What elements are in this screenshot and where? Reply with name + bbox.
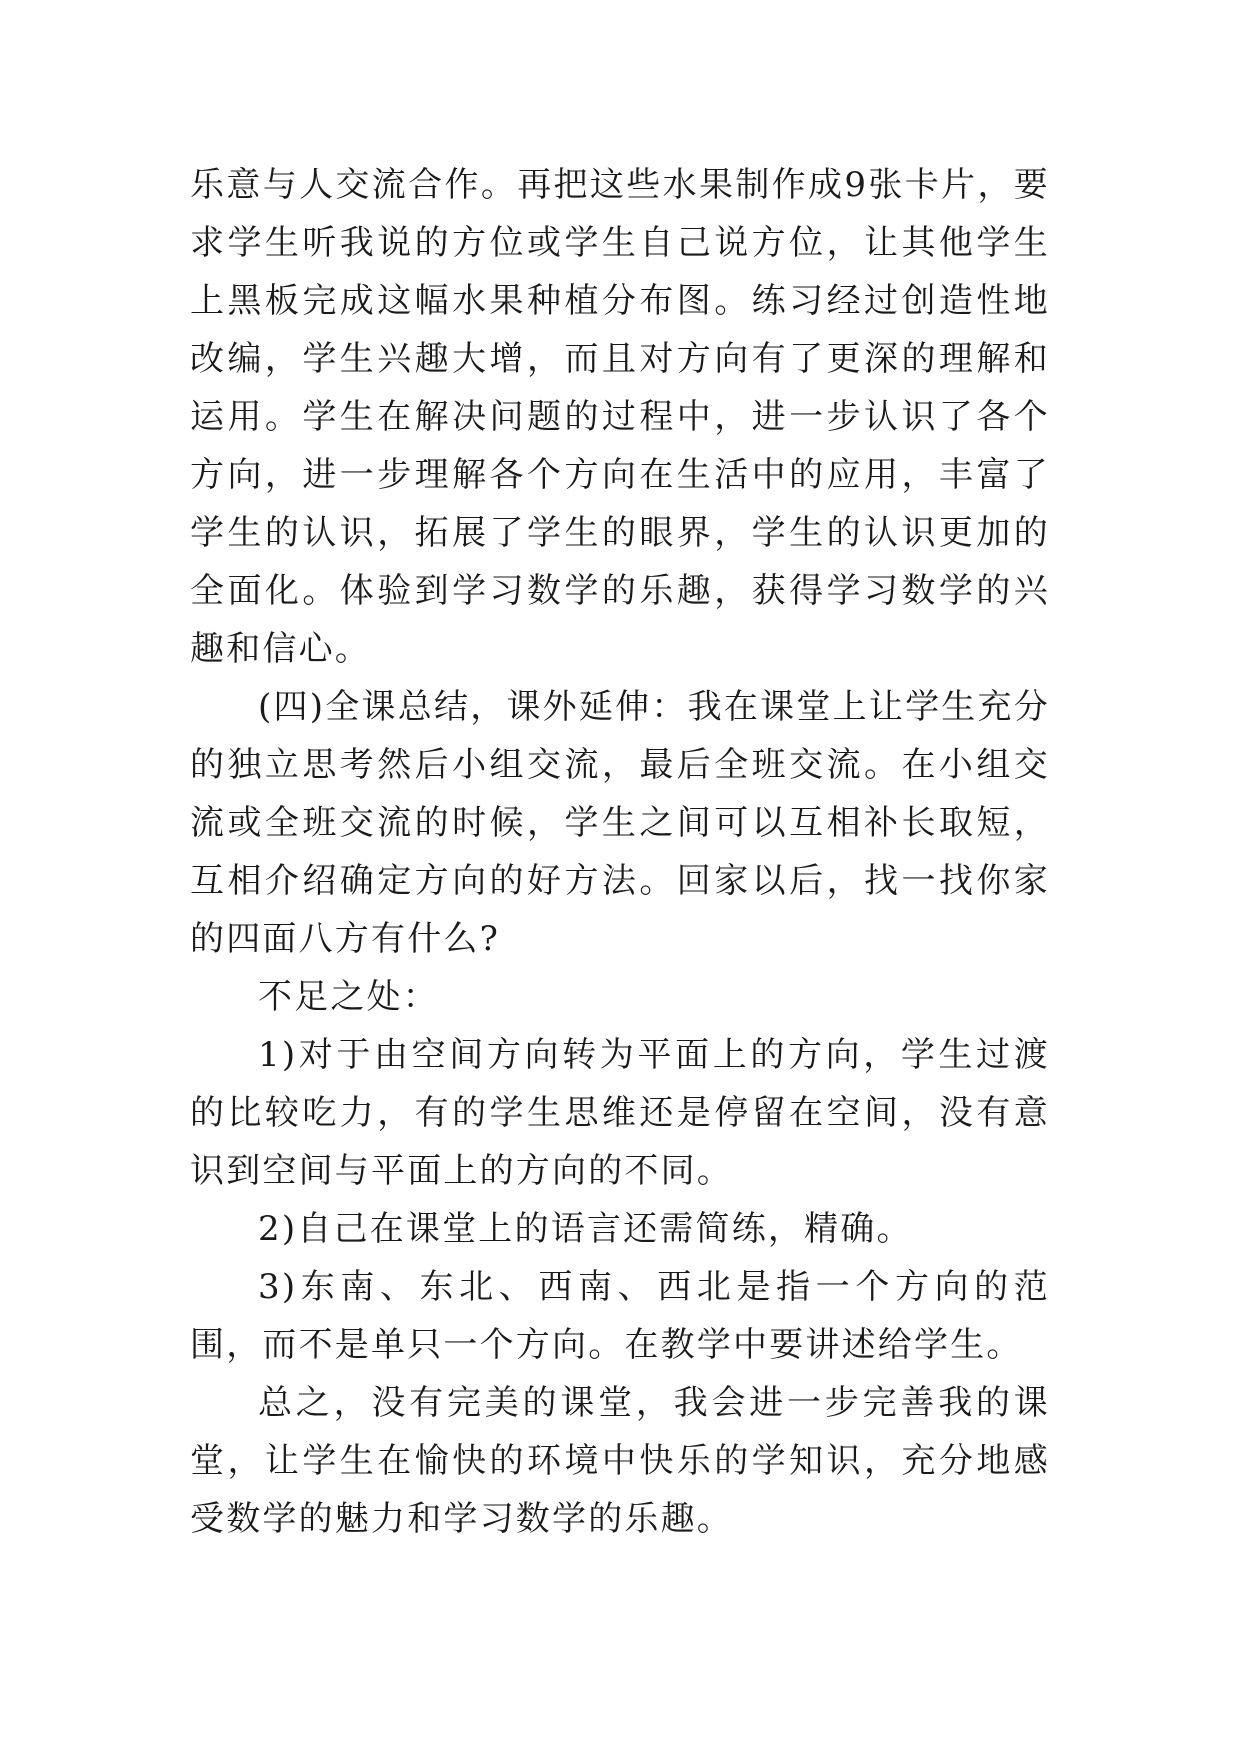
document-body [190, 156, 1050, 1548]
list-item-1: 1)对于由空间方向转为平面上的方向，学生过渡的比较吃力，有的学生思维还是停留在空间，没有意识到空间与平面上的方向的不同。 [190, 1035, 1050, 1191]
list-item-3: 3)东南、东北、西南、西北是指一个方向的范围，而不是单只一个方向。在教学中要讲述给学生。 [190, 1267, 1050, 1365]
section-heading-shortcomings: 不足之处： [258, 977, 439, 1017]
list-item-2: 2)自己在课堂上的语言还需简练，精确。 [258, 1209, 913, 1249]
body-paragraph-continuation: 乐意与人交流合作。再把这些水果制作成9张卡片，要求学生听我说的方位或学生自己说方位，让其他学生上黑板完成这幅水果种植分布图。练习经过创造性地改编，学生兴趣大增，而且对方向有了更深的理解和运用。学生在解决问题的过程中，进一步认识了各个方向，进一步理解各个方向在生活中的应用，丰富了学生的认识，拓展了学生的眼界，学生的认识更加的全面化。体验到学习数学的乐趣，获得学习数学的兴趣和信心。 [190, 165, 1050, 669]
body-paragraph-conclusion: 总之，没有完美的课堂，我会进一步完善我的课堂，让学生在愉快的环境中快乐的学知识，充分地感受数学的魅力和学习数学的乐趣。 [190, 1383, 1050, 1539]
body-paragraph-summary: (四)全课总结，课外延伸：我在课堂上让学生充分的独立思考然后小组交流，最后全班交流。在小组交流或全班交流的时候，学生之间可以互相补长取短，互相介绍确定方向的好方法。回家以后，找一找你家的四面八方有什么? [190, 687, 1050, 959]
